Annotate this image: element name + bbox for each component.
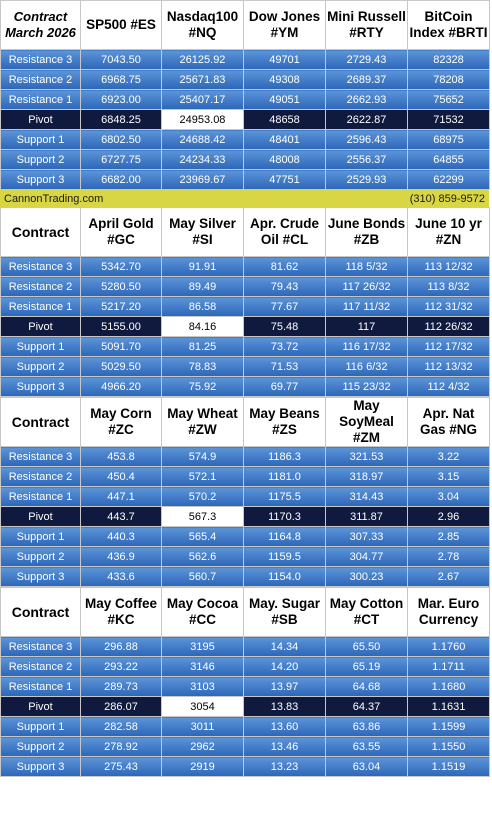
table-cell: 567.3 <box>162 507 244 527</box>
table-cell: 71.53 <box>244 357 326 377</box>
table-cell: 3.22 <box>408 447 490 467</box>
row-label: Resistance 3 <box>1 637 81 657</box>
table-cell: 13.46 <box>244 737 326 757</box>
table-cell: 79.43 <box>244 277 326 297</box>
table-cell: 433.6 <box>81 567 162 587</box>
table-cell: 293.22 <box>81 657 162 677</box>
table-cell: 562.6 <box>162 547 244 567</box>
column-header: Mar. Euro Currency <box>408 588 490 637</box>
pivot-row <box>1 110 490 130</box>
table-cell: 49051 <box>244 90 326 110</box>
table-cell: 2622.87 <box>326 110 408 130</box>
table-row <box>1 467 490 487</box>
pivot-row <box>1 317 490 337</box>
table-cell: 113 12/32 <box>408 257 490 277</box>
table-cell: 450.4 <box>81 467 162 487</box>
table-cell: 5280.50 <box>81 277 162 297</box>
row-label: Support 2 <box>1 547 81 567</box>
table-row <box>1 567 490 587</box>
row-label: Support 1 <box>1 527 81 547</box>
table-cell: 81.62 <box>244 257 326 277</box>
table-cell: 84.16 <box>162 317 244 337</box>
row-label: Resistance 2 <box>1 277 81 297</box>
contract-header: Contract <box>1 398 81 447</box>
table-cell: 3011 <box>162 717 244 737</box>
table-cell: 5091.70 <box>81 337 162 357</box>
table-row <box>1 737 490 757</box>
table-row <box>1 677 490 697</box>
row-label: Support 2 <box>1 150 81 170</box>
table-cell: 1186.3 <box>244 447 326 467</box>
row-label: Pivot <box>1 697 81 717</box>
table-cell: 49308 <box>244 70 326 90</box>
table-cell: 7043.50 <box>81 50 162 70</box>
table-cell: 4966.20 <box>81 377 162 397</box>
row-label: Support 3 <box>1 377 81 397</box>
table-cell: 13.23 <box>244 757 326 777</box>
row-label: Support 1 <box>1 717 81 737</box>
table-cell: 112 26/32 <box>408 317 490 337</box>
table-cell: 440.3 <box>81 527 162 547</box>
table-cell: 2596.43 <box>326 130 408 150</box>
row-label: Resistance 1 <box>1 677 81 697</box>
table-cell: 62299 <box>408 170 490 190</box>
table-cell: 64.68 <box>326 677 408 697</box>
table-cell: 572.1 <box>162 467 244 487</box>
table-cell: 1.1711 <box>408 657 490 677</box>
table-cell: 5155.00 <box>81 317 162 337</box>
table-cell: 2729.43 <box>326 50 408 70</box>
column-header: Nasdaq100 #NQ <box>162 1 244 50</box>
table-cell: 24688.42 <box>162 130 244 150</box>
table-cell: 71532 <box>408 110 490 130</box>
table-cell: 75652 <box>408 90 490 110</box>
table-cell: 3054 <box>162 697 244 717</box>
pivot-row <box>1 697 490 717</box>
table-cell: 3146 <box>162 657 244 677</box>
table-cell: 65.50 <box>326 637 408 657</box>
table-cell: 69.77 <box>244 377 326 397</box>
table-cell: 443.7 <box>81 507 162 527</box>
table-cell: 565.4 <box>162 527 244 547</box>
table-cell: 1159.5 <box>244 547 326 567</box>
row-label: Support 3 <box>1 170 81 190</box>
table-cell: 1164.8 <box>244 527 326 547</box>
row-label: Resistance 2 <box>1 70 81 90</box>
table-cell: 49701 <box>244 50 326 70</box>
table-cell: 286.07 <box>81 697 162 717</box>
table-cell: 2.96 <box>408 507 490 527</box>
table-cell: 112 17/32 <box>408 337 490 357</box>
table-cell: 117 <box>326 317 408 337</box>
table-row <box>1 170 490 190</box>
column-header: Apr. Nat Gas #NG <box>408 398 490 447</box>
table-cell: 574.9 <box>162 447 244 467</box>
table-cell: 5342.70 <box>81 257 162 277</box>
table-cell: 117 11/32 <box>326 297 408 317</box>
column-header: Dow Jones #YM <box>244 1 326 50</box>
table-cell: 64855 <box>408 150 490 170</box>
table-cell: 1.1599 <box>408 717 490 737</box>
table-cell: 1170.3 <box>244 507 326 527</box>
table-row <box>1 70 490 90</box>
table-cell: 2.67 <box>408 567 490 587</box>
table-cell: 2919 <box>162 757 244 777</box>
table-cell: 2662.93 <box>326 90 408 110</box>
table-cell: 307.33 <box>326 527 408 547</box>
table-cell: 5029.50 <box>81 357 162 377</box>
table-cell: 2556.37 <box>326 150 408 170</box>
table-cell: 6727.75 <box>81 150 162 170</box>
pivot-row <box>1 507 490 527</box>
contract-header: Contract <box>1 208 81 257</box>
table-cell: 73.72 <box>244 337 326 357</box>
table-cell: 1181.0 <box>244 467 326 487</box>
table-cell: 1.1631 <box>408 697 490 717</box>
equity-index-table <box>0 0 490 190</box>
table-cell: 64.37 <box>326 697 408 717</box>
table-cell: 2.78 <box>408 547 490 567</box>
column-header: June 10 yr #ZN <box>408 208 490 257</box>
table-cell: 3.04 <box>408 487 490 507</box>
row-label: Pivot <box>1 507 81 527</box>
table-cell: 275.43 <box>81 757 162 777</box>
table-cell: 75.48 <box>244 317 326 337</box>
table-cell: 24953.08 <box>162 110 244 130</box>
table-cell: 3.15 <box>408 467 490 487</box>
column-header: May Beans #ZS <box>244 398 326 447</box>
row-label: Resistance 3 <box>1 257 81 277</box>
table-cell: 82328 <box>408 50 490 70</box>
row-label: Pivot <box>1 317 81 337</box>
column-header: May. Sugar #SB <box>244 588 326 637</box>
row-label: Support 1 <box>1 130 81 150</box>
table-cell: 453.8 <box>81 447 162 467</box>
row-label: Support 1 <box>1 337 81 357</box>
table-cell: 23969.67 <box>162 170 244 190</box>
row-label: Pivot <box>1 110 81 130</box>
table-cell: 1154.0 <box>244 567 326 587</box>
table-cell: 116 6/32 <box>326 357 408 377</box>
table-cell: 314.43 <box>326 487 408 507</box>
table-cell: 13.83 <box>244 697 326 717</box>
table-cell: 89.49 <box>162 277 244 297</box>
table-cell: 48658 <box>244 110 326 130</box>
row-label: Resistance 1 <box>1 297 81 317</box>
row-label: Resistance 3 <box>1 447 81 467</box>
table-cell: 14.34 <box>244 637 326 657</box>
table-cell: 5217.20 <box>81 297 162 317</box>
column-header: Apr. Crude Oil #CL <box>244 208 326 257</box>
table-cell: 560.7 <box>162 567 244 587</box>
row-label: Support 3 <box>1 757 81 777</box>
table-cell: 1.1519 <box>408 757 490 777</box>
table-row <box>1 277 490 297</box>
column-header: Mini Russell #RTY <box>326 1 408 50</box>
header-row <box>1 398 490 447</box>
table-row <box>1 150 490 170</box>
table-cell: 78.83 <box>162 357 244 377</box>
table-cell: 6682.00 <box>81 170 162 190</box>
table-cell: 24234.33 <box>162 150 244 170</box>
column-header: April Gold #GC <box>81 208 162 257</box>
table-cell: 2962 <box>162 737 244 757</box>
row-label: Resistance 2 <box>1 467 81 487</box>
contract-header: Contract <box>1 588 81 637</box>
table-cell: 6968.75 <box>81 70 162 90</box>
table-cell: 447.1 <box>81 487 162 507</box>
table-cell: 3195 <box>162 637 244 657</box>
row-label: Support 2 <box>1 357 81 377</box>
table-cell: 78208 <box>408 70 490 90</box>
column-header: BitCoin Index #BRTI <box>408 1 490 50</box>
table-cell: 2689.37 <box>326 70 408 90</box>
row-label: Resistance 2 <box>1 657 81 677</box>
table-cell: 112 13/32 <box>408 357 490 377</box>
table-cell: 116 17/32 <box>326 337 408 357</box>
table-cell: 81.25 <box>162 337 244 357</box>
table-cell: 77.67 <box>244 297 326 317</box>
table-row <box>1 257 490 277</box>
table-row <box>1 337 490 357</box>
column-header: May Wheat #ZW <box>162 398 244 447</box>
column-header: May Coffee #KC <box>81 588 162 637</box>
header-row <box>1 588 490 637</box>
table-cell: 25671.83 <box>162 70 244 90</box>
table-cell: 63.55 <box>326 737 408 757</box>
table-cell: 26125.92 <box>162 50 244 70</box>
table-row <box>1 377 490 397</box>
row-label: Resistance 1 <box>1 487 81 507</box>
table-cell: 6923.00 <box>81 90 162 110</box>
header-row <box>1 1 490 50</box>
table-cell: 289.73 <box>81 677 162 697</box>
table-row <box>1 447 490 467</box>
table-cell: 118 5/32 <box>326 257 408 277</box>
column-header: SP500 #ES <box>81 1 162 50</box>
table-cell: 13.60 <box>244 717 326 737</box>
column-header: May Corn #ZC <box>81 398 162 447</box>
row-label: Support 2 <box>1 737 81 757</box>
softs-currency-table <box>0 587 490 777</box>
table-cell: 47751 <box>244 170 326 190</box>
table-row <box>1 717 490 737</box>
table-cell: 1.1680 <box>408 677 490 697</box>
table-cell: 112 31/32 <box>408 297 490 317</box>
table-cell: 14.20 <box>244 657 326 677</box>
table-row <box>1 547 490 567</box>
metals-energy-rates-table <box>0 207 490 397</box>
table-cell: 117 26/32 <box>326 277 408 297</box>
table-row <box>1 50 490 70</box>
table-cell: 13.97 <box>244 677 326 697</box>
column-header: May SoyMeal #ZM <box>326 398 408 447</box>
contact-banner <box>0 190 489 207</box>
table-cell: 75.92 <box>162 377 244 397</box>
table-row <box>1 757 490 777</box>
row-label: Support 3 <box>1 567 81 587</box>
table-cell: 3103 <box>162 677 244 697</box>
table-cell: 68975 <box>408 130 490 150</box>
column-header: June Bonds #ZB <box>326 208 408 257</box>
column-header: May Silver #SI <box>162 208 244 257</box>
table-cell: 1175.5 <box>244 487 326 507</box>
table-cell: 65.19 <box>326 657 408 677</box>
table-cell: 115 23/32 <box>326 377 408 397</box>
table-cell: 48401 <box>244 130 326 150</box>
table-cell: 304.77 <box>326 547 408 567</box>
table-cell: 6848.25 <box>81 110 162 130</box>
table-cell: 112 4/32 <box>408 377 490 397</box>
table-cell: 321.53 <box>326 447 408 467</box>
table-row <box>1 357 490 377</box>
grains-natgas-table <box>0 397 490 587</box>
table-cell: 318.97 <box>326 467 408 487</box>
table-cell: 48008 <box>244 150 326 170</box>
table-cell: 63.04 <box>326 757 408 777</box>
table-cell: 1.1550 <box>408 737 490 757</box>
table-cell: 6802.50 <box>81 130 162 150</box>
column-header: May Cocoa #CC <box>162 588 244 637</box>
table-cell: 25407.17 <box>162 90 244 110</box>
table-cell: 436.9 <box>81 547 162 567</box>
contract-month-header: Contract March 2026 <box>1 1 81 50</box>
table-cell: 91.91 <box>162 257 244 277</box>
header-row <box>1 208 490 257</box>
table-cell: 2529.93 <box>326 170 408 190</box>
table-row <box>1 90 490 110</box>
table-cell: 86.58 <box>162 297 244 317</box>
table-cell: 278.92 <box>81 737 162 757</box>
column-header: May Cotton #CT <box>326 588 408 637</box>
table-cell: 300.23 <box>326 567 408 587</box>
table-row <box>1 130 490 150</box>
phone-number: (310) 859-9572 <box>409 192 485 205</box>
table-row <box>1 487 490 507</box>
table-row <box>1 527 490 547</box>
table-row <box>1 297 490 317</box>
website-link[interactable]: CannonTrading.com <box>4 192 104 205</box>
table-cell: 296.88 <box>81 637 162 657</box>
table-cell: 1.1760 <box>408 637 490 657</box>
table-cell: 282.58 <box>81 717 162 737</box>
table-row <box>1 657 490 677</box>
row-label: Resistance 1 <box>1 90 81 110</box>
table-cell: 63.86 <box>326 717 408 737</box>
table-cell: 2.85 <box>408 527 490 547</box>
table-row <box>1 637 490 657</box>
table-cell: 311.87 <box>326 507 408 527</box>
table-cell: 570.2 <box>162 487 244 507</box>
table-cell: 113 8/32 <box>408 277 490 297</box>
row-label: Resistance 3 <box>1 50 81 70</box>
